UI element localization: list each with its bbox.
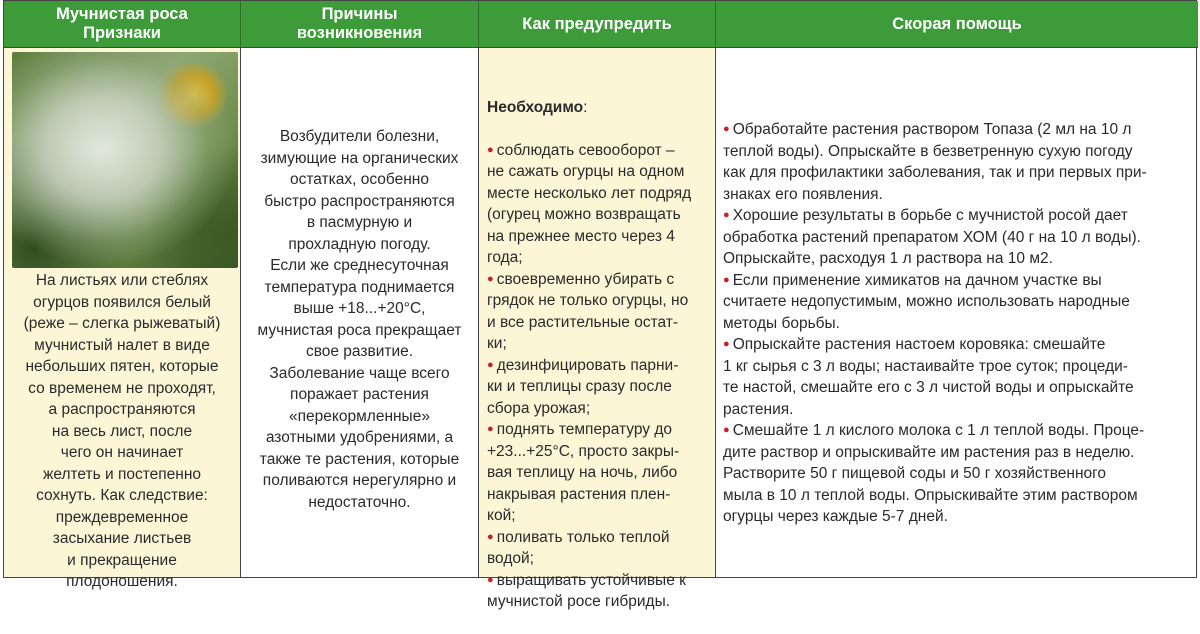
- list-item: [723, 270, 1196, 335]
- list-item-text: поднять температуру до +23...+25°С, просто закры- вая теплицу на ночь, либо накрывая растения плен- кой;: [487, 421, 680, 524]
- header-prevent: Как предупредить: [479, 1, 716, 47]
- powdery-mildew-table: [3, 0, 1197, 610]
- signs-text: На листьях или стеблях огурцов появился белый (реже – слегка рыжеватый) мучнистый налет в виде небольших пятен, которые со временем не проходят, а распространяются на весь лист, после чего он начинает желтеть и постепенно сохнуть. Как следствие: преждевременное засыхание листьев и прекращение плодоношения.: [23, 272, 221, 590]
- list-item-text: Если применение химикатов на дачном участке вы считаете недопустимым, можно использовать народные методы борьбы.: [723, 271, 1130, 332]
- prevent-title: Необходимо: [487, 98, 584, 116]
- signs-column: [4, 47, 241, 590]
- prevent-column: [479, 47, 716, 610]
- list-item: [487, 269, 713, 355]
- help-column: [716, 47, 1198, 577]
- help-list: [723, 119, 1196, 528]
- bullet-icon: ●: [723, 338, 733, 350]
- list-item: [723, 119, 1196, 205]
- bullet-icon: ●: [723, 123, 733, 135]
- list-item: [723, 420, 1196, 528]
- list-item: [487, 140, 713, 269]
- bullet-icon: ●: [487, 530, 497, 543]
- list-item: [487, 527, 713, 570]
- header-help: Скорая помощь: [716, 1, 1198, 47]
- list-item-text: своевременно убирать с грядок не только огурцы, но и все растительные остат- ки;: [487, 270, 689, 352]
- list-item: [487, 419, 713, 527]
- list-item-text: Обработайте растения раствором Топаза (2 мл на 10 л теплой воды). Опрыскайте в безветренную сухую погоду как для профилактики заболевания, так и при первых при- знаках его появления.: [723, 121, 1147, 203]
- list-item-text: Опрыскайте растения настоем коровяка: смешайте 1 кг сырья с 3 л воды; настаивайте трое суток; процеди- те настой, смешайте его с 3 л чистой воды и опрыскайте растения.: [723, 336, 1134, 418]
- list-item-text: дезинфицировать парни- ки и теплицы сразу после сбора урожая;: [487, 356, 679, 417]
- bullet-icon: ●: [723, 273, 733, 286]
- list-item-text: поливать только теплой водой;: [487, 528, 670, 567]
- mildew-leaf-photo: [12, 52, 238, 268]
- list-item-text: Хорошие результаты в борьбе с мучнистой росой дает обработка растений препаратом ХОМ (40 г на 10 л воды). Опрыскайте, расходуя 1 л раствора на 10 м2.: [723, 207, 1141, 267]
- prevent-list: Необходимо: ● соблюдать севооборот – не сажать огурцы на одном месте несколько лет подряд (огурец можно возвращать на прежнее место через 4 года; ● своевременно убирать с грядок не только огурцы, но и все растительные остат- ки; ● дезинфицировать парни- ки и теплицы сразу после сбора урожая; ● поднять температуру до +23...+25°С, просто закры- вая теплицу на ночь, либо накрывая растения плен- кой; ● поливать только теплой водой; ● выращивать устойчивые к мучнистой росе гибриды.: [487, 75, 713, 634]
- bullet-icon: ●: [723, 209, 733, 221]
- list-item: [487, 570, 713, 613]
- bullet-icon: ●: [487, 272, 497, 285]
- bullet-icon: ●: [487, 143, 497, 156]
- list-item: [723, 334, 1196, 420]
- header-causes: Причины возникновения: [241, 1, 479, 47]
- list-item-text: Смешайте 1 л кислого молока с 1 л теплой воды. Проце- дите раствор и опрыскивайте им растения раз в неделю. Растворите 50 г пищевой соды и 50 г хозяйственного мыла в 10 л теплой воды. Опрыскивайте этим раствором огурцы через каждые 5-7 дней.: [723, 422, 1145, 525]
- list-item-text: соблюдать севооборот – не сажать огурцы на одном месте несколько лет подряд (огурец можно возвращать на прежнее место через 4 года;: [487, 141, 692, 266]
- bullet-icon: ●: [723, 424, 733, 436]
- bullet-icon: ●: [487, 573, 497, 586]
- header-signs: Мучнистая роса Признаки: [4, 1, 241, 47]
- list-item: [487, 355, 713, 420]
- list-item-text: выращивать устойчивые к мучнистой росе гибриды.: [487, 571, 686, 610]
- causes-text: Возбудители болезни, зимующие на органических остатках, особенно быстро распространяются в пасмурную и прохладную погоду. Если же среднесуточная температура поднимается выше +18...+20°С, мучнистая роса прекращает свое развитие. Заболевание чаще всего поражает растения «перекормленные» азотными удобрениями, а также те растения, которые поливаются нерегулярно и недостаточно.: [257, 128, 462, 511]
- list-item: [723, 205, 1196, 270]
- bullet-icon: ●: [487, 358, 497, 371]
- bullet-icon: ●: [487, 423, 497, 435]
- causes-column: [241, 47, 479, 577]
